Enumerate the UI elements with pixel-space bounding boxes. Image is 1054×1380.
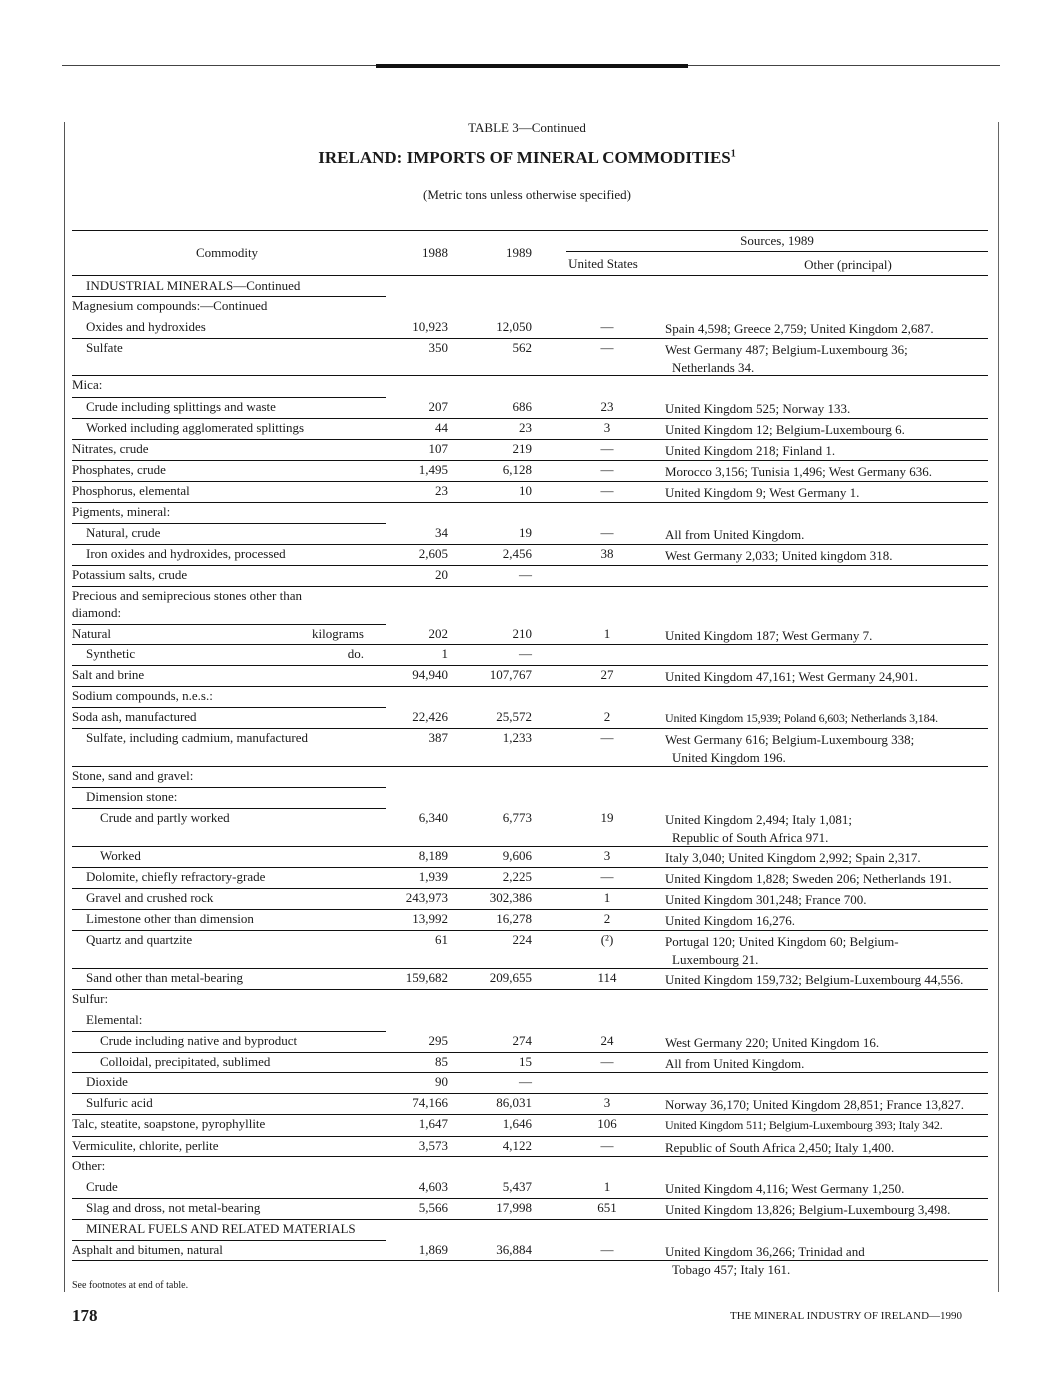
row-rule-right bbox=[386, 1052, 988, 1053]
value-other: West Germany 616; Belgium-Luxembourg 338; bbox=[665, 732, 915, 747]
col-sources-header: Sources, 1989 bbox=[740, 233, 814, 248]
value-us: 3 bbox=[603, 1095, 611, 1110]
row-rule-right bbox=[386, 930, 988, 931]
value-other: United Kingdom 15,939; Poland 6,603; Netherlands 3,184. bbox=[665, 711, 938, 725]
row-rule-right bbox=[386, 1114, 988, 1115]
value-1989: 9,606 bbox=[502, 848, 532, 863]
row-label: Crude and partly worked bbox=[100, 810, 230, 825]
row-label: Phosphorus, elemental bbox=[72, 483, 190, 498]
value-us: — bbox=[600, 1054, 614, 1069]
value-1989: 686 bbox=[512, 399, 532, 414]
row-label: Vermiculite, chlorite, perlite bbox=[72, 1138, 219, 1153]
value-us: 1 bbox=[603, 626, 611, 641]
value-other: United Kingdom 525; Norway 133. bbox=[665, 401, 851, 416]
value-1989: 224 bbox=[512, 932, 532, 947]
row-rule-right bbox=[386, 375, 988, 376]
value-1988: 1,495 bbox=[418, 462, 448, 477]
value-us: — bbox=[600, 869, 614, 884]
row-label: Worked including agglomerated splittings bbox=[86, 420, 305, 435]
row-rule-right bbox=[386, 502, 988, 503]
row-rule-left bbox=[72, 523, 386, 524]
row-rule-left bbox=[72, 1240, 386, 1241]
units-note: (Metric tons unless otherwise specified) bbox=[423, 187, 631, 202]
value-other: All from United Kingdom. bbox=[665, 1056, 805, 1071]
col-1989-header: 1989 bbox=[506, 245, 532, 260]
value-other: Portugal 120; United Kingdom 60; Belgium- bbox=[665, 934, 899, 949]
value-1988: 202 bbox=[428, 626, 448, 641]
row-label: Natural, crude bbox=[86, 525, 161, 540]
row-rule-left bbox=[72, 338, 386, 339]
row-rule-right bbox=[386, 1198, 988, 1199]
row-label: Worked bbox=[100, 848, 141, 863]
row-rule-left bbox=[72, 665, 386, 666]
row-label: Potassium salts, crude bbox=[72, 567, 188, 582]
row-label: Dioxide bbox=[86, 1074, 128, 1089]
row-rule-left bbox=[72, 624, 386, 625]
value-us: — bbox=[600, 525, 614, 540]
value-1989: 2,225 bbox=[502, 869, 532, 884]
value-other-cont: Luxembourg 21. bbox=[672, 952, 759, 967]
row-rule-left bbox=[72, 1031, 386, 1032]
value-other: United Kingdom 4,116; West Germany 1,250. bbox=[665, 1181, 905, 1196]
value-other: United Kingdom 187; West Germany 7. bbox=[665, 628, 873, 643]
value-1988: 34 bbox=[435, 525, 448, 540]
value-1988: 5,566 bbox=[418, 1200, 448, 1215]
row-rule-right bbox=[386, 565, 988, 566]
value-1988: 22,426 bbox=[412, 709, 448, 724]
row-rule-left bbox=[72, 439, 386, 440]
value-1989: — bbox=[519, 1074, 532, 1089]
value-1989: — bbox=[519, 646, 532, 661]
value-1988: 107 bbox=[428, 441, 448, 456]
row-rule-right bbox=[386, 989, 988, 990]
value-other: United Kingdom 2,494; Italy 1,081; bbox=[665, 812, 853, 827]
value-us: 1 bbox=[603, 1179, 611, 1194]
row-label: Phosphates, crude bbox=[72, 462, 166, 477]
value-1989: 1,646 bbox=[502, 1116, 532, 1131]
value-1988: 1 bbox=[441, 646, 448, 661]
col-commodity-header: Commodity bbox=[195, 245, 259, 260]
row-rule-left bbox=[72, 644, 386, 645]
top-rule-bar bbox=[376, 64, 688, 68]
value-1989: 209,655 bbox=[489, 970, 532, 985]
row-label: Soda ash, manufactured bbox=[72, 709, 197, 724]
value-us: 27 bbox=[600, 667, 614, 682]
row-label: Sulfate bbox=[86, 340, 123, 355]
row-label: Nitrates, crude bbox=[72, 441, 149, 456]
running-footer: THE MINERAL INDUSTRY OF IRELAND—1990 bbox=[730, 1310, 963, 1322]
row-rule-right bbox=[386, 1093, 988, 1094]
row-rule-left bbox=[72, 1052, 386, 1053]
value-other-cont: Republic of South Africa 971. bbox=[672, 830, 829, 845]
value-1989: — bbox=[519, 567, 532, 582]
row-rule-right bbox=[386, 846, 988, 847]
value-1988: 8,189 bbox=[418, 848, 448, 863]
value-1989: 25,572 bbox=[496, 709, 532, 724]
value-us: — bbox=[600, 1138, 614, 1153]
value-us: — bbox=[600, 1242, 614, 1257]
row-rule-right bbox=[386, 586, 988, 587]
row-rule-right bbox=[386, 686, 988, 687]
row-rule-left bbox=[72, 397, 386, 398]
row-rule-left bbox=[72, 565, 386, 566]
row-label: Sulfate, including cadmium, manufactured bbox=[86, 730, 309, 745]
value-1989: 1,233 bbox=[502, 730, 532, 745]
value-other-cont: Tobago 457; Italy 161. bbox=[672, 1262, 791, 1277]
value-1988: 6,340 bbox=[418, 810, 448, 825]
row-label: Iron oxides and hydroxides, processed bbox=[86, 546, 286, 561]
sources-rule bbox=[566, 251, 988, 252]
value-us: 106 bbox=[597, 1116, 617, 1131]
row-rule-right bbox=[386, 968, 988, 969]
value-1989: 210 bbox=[512, 626, 532, 641]
value-1989: 6,128 bbox=[502, 462, 532, 477]
value-1989: 6,773 bbox=[502, 810, 532, 825]
row-label: Slag and dross, not metal-bearing bbox=[86, 1200, 261, 1215]
row-rule-right bbox=[386, 644, 988, 645]
row-rule-left bbox=[72, 586, 386, 587]
row-rule-left bbox=[72, 1072, 386, 1073]
left-margin-rule bbox=[64, 122, 65, 1292]
row-rule-left bbox=[72, 1136, 386, 1137]
row-rule-left bbox=[72, 1198, 386, 1199]
row-rule-left bbox=[72, 1260, 386, 1261]
value-us: — bbox=[600, 441, 614, 456]
page-number: 178 bbox=[72, 1306, 98, 1325]
value-us: 23 bbox=[600, 399, 614, 414]
row-rule-left bbox=[72, 544, 386, 545]
value-us: 2 bbox=[603, 911, 611, 926]
value-us: 1 bbox=[603, 890, 611, 905]
table-title-text: IRELAND: IMPORTS OF MINERAL COMMODITIES bbox=[318, 148, 731, 167]
col-other-header: Other (principal) bbox=[804, 257, 892, 272]
row-rule-right bbox=[386, 439, 988, 440]
value-other: United Kingdom 511; Belgium-Luxembourg 393; Italy 342. bbox=[665, 1118, 943, 1132]
value-us: (²) bbox=[600, 932, 614, 947]
value-1988: 90 bbox=[435, 1074, 448, 1089]
row-rule-right bbox=[386, 1156, 988, 1157]
value-other: All from United Kingdom. bbox=[665, 527, 805, 542]
value-other: United Kingdom 13,826; Belgium-Luxembourg 3,498. bbox=[665, 1202, 951, 1217]
row-label: Oxides and hydroxides bbox=[86, 319, 206, 334]
value-us: 651 bbox=[597, 1200, 617, 1215]
value-1988: 207 bbox=[428, 399, 448, 414]
value-us: — bbox=[600, 462, 614, 477]
row-rule-left bbox=[72, 1093, 386, 1094]
row-label: Magnesium compounds:—Continued bbox=[72, 298, 268, 313]
value-1988: 1,869 bbox=[418, 1242, 448, 1257]
value-1988: 1,647 bbox=[418, 1116, 448, 1131]
value-1989: 219 bbox=[512, 441, 532, 456]
header-top-rule bbox=[72, 230, 988, 231]
value-1989: 562 bbox=[512, 340, 532, 355]
row-rule-left bbox=[72, 846, 386, 847]
value-other: United Kingdom 1,828; Sweden 206; Netherlands 191. bbox=[665, 871, 952, 886]
row-rule-left bbox=[72, 418, 386, 419]
row-label: Asphalt and bitumen, natural bbox=[72, 1242, 223, 1257]
row-label: Salt and brine bbox=[72, 667, 145, 682]
row-label: Sand other than metal-bearing bbox=[86, 970, 244, 985]
row-label: Crude bbox=[86, 1179, 118, 1194]
value-1988: 10,923 bbox=[412, 319, 448, 334]
table-title bbox=[0, 148, 1054, 168]
row-rule-left bbox=[72, 1219, 386, 1220]
title-footnote-marker: 1 bbox=[730, 148, 736, 160]
row-rule-left bbox=[72, 867, 386, 868]
value-1988: 159,682 bbox=[405, 970, 448, 985]
row-rule-left bbox=[72, 1156, 386, 1157]
row-label: Colloidal, precipitated, sublimed bbox=[100, 1054, 271, 1069]
value-other: United Kingdom 218; Finland 1. bbox=[665, 443, 836, 458]
value-other-cont: Netherlands 34. bbox=[672, 360, 755, 375]
value-us: 38 bbox=[600, 546, 614, 561]
value-1989: 2,456 bbox=[502, 546, 532, 561]
row-label: MINERAL FUELS AND RELATED MATERIALS bbox=[86, 1221, 356, 1236]
row-rule-left bbox=[72, 686, 386, 687]
row-rule-left bbox=[72, 968, 386, 969]
value-1988: 85 bbox=[435, 1054, 448, 1069]
value-1989: 302,386 bbox=[489, 890, 532, 905]
row-rule-right bbox=[386, 544, 988, 545]
row-label: Sulfuric acid bbox=[86, 1095, 153, 1110]
value-1988: 1,939 bbox=[418, 869, 448, 884]
value-1989: 15 bbox=[519, 1054, 532, 1069]
value-us: 24 bbox=[600, 1033, 614, 1048]
value-1988: 243,973 bbox=[405, 890, 448, 905]
value-us: 2 bbox=[603, 709, 611, 724]
row-rule-right bbox=[386, 1072, 988, 1073]
row-unit: kilograms bbox=[312, 626, 364, 641]
row-rule-left bbox=[72, 728, 386, 729]
row-rule-right bbox=[386, 728, 988, 729]
value-other: United Kingdom 47,161; West Germany 24,901. bbox=[665, 669, 918, 684]
col-1988-header: 1988 bbox=[422, 245, 448, 260]
value-1988: 350 bbox=[428, 340, 448, 355]
value-other: United Kingdom 12; Belgium-Luxembourg 6. bbox=[665, 422, 905, 437]
value-1988: 387 bbox=[428, 730, 448, 745]
value-other: United Kingdom 16,276. bbox=[665, 913, 795, 928]
value-1989: 5,437 bbox=[502, 1179, 532, 1194]
value-1988: 74,166 bbox=[412, 1095, 448, 1110]
row-label: Quartz and quartzite bbox=[86, 932, 193, 947]
row-rule-left bbox=[72, 1114, 386, 1115]
value-1988: 3,573 bbox=[418, 1138, 448, 1153]
value-other: Italy 3,040; United Kingdom 2,992; Spain 2,317. bbox=[665, 850, 921, 865]
row-rule-right bbox=[386, 418, 988, 419]
row-label: Natural bbox=[72, 626, 111, 641]
value-1989: 23 bbox=[519, 420, 532, 435]
row-rule-left bbox=[72, 296, 386, 297]
value-other: United Kingdom 9; West Germany 1. bbox=[665, 485, 860, 500]
header-bottom-rule bbox=[72, 275, 988, 276]
value-1989: 12,050 bbox=[496, 319, 532, 334]
row-rule-right bbox=[386, 460, 988, 461]
row-label: Talc, steatite, soapstone, pyrophyllite bbox=[72, 1116, 266, 1131]
value-1989: 19 bbox=[519, 525, 532, 540]
value-other: Morocco 3,156; Tunisia 1,496; West Germany 636. bbox=[665, 464, 933, 479]
value-1988: 20 bbox=[435, 567, 448, 582]
row-label: Dolomite, chiefly refractory-grade bbox=[86, 869, 266, 884]
row-rule-left bbox=[72, 930, 386, 931]
row-rule-left bbox=[72, 909, 386, 910]
row-rule-left bbox=[72, 707, 386, 708]
value-1989: 10 bbox=[519, 483, 532, 498]
value-1988: 295 bbox=[428, 1033, 448, 1048]
value-other: Republic of South Africa 2,450; Italy 1,400. bbox=[665, 1140, 895, 1155]
value-1989: 274 bbox=[512, 1033, 532, 1048]
value-other-cont: United Kingdom 196. bbox=[672, 750, 786, 765]
value-1988: 44 bbox=[435, 420, 448, 435]
value-1988: 4,603 bbox=[418, 1179, 448, 1194]
row-label: Pigments, mineral: bbox=[72, 504, 171, 519]
value-us: — bbox=[600, 730, 614, 745]
row-label: Precious and semiprecious stones other than bbox=[72, 588, 302, 603]
row-label: Mica: bbox=[72, 377, 103, 392]
value-us: 3 bbox=[603, 420, 611, 435]
row-rule-right bbox=[386, 481, 988, 482]
value-us: 19 bbox=[600, 810, 614, 825]
row-rule-right bbox=[386, 867, 988, 868]
value-us: — bbox=[600, 340, 614, 355]
value-other: Norway 36,170; United Kingdom 28,851; France 13,827. bbox=[665, 1097, 964, 1112]
value-1988: 2,605 bbox=[418, 546, 448, 561]
row-rule-left bbox=[72, 481, 386, 482]
row-rule-left bbox=[72, 808, 386, 809]
row-rule-right bbox=[386, 665, 988, 666]
right-margin-rule bbox=[998, 122, 999, 1292]
value-1989: 107,767 bbox=[489, 667, 532, 682]
row-rule-left bbox=[72, 888, 386, 889]
value-1989: 16,278 bbox=[496, 911, 532, 926]
value-other: United Kingdom 36,266; Trinidad and bbox=[665, 1244, 865, 1259]
row-label: Synthetic bbox=[86, 646, 136, 661]
value-1989: 36,884 bbox=[496, 1242, 532, 1257]
col-us-header: United States bbox=[568, 256, 638, 271]
row-label: Sodium compounds, n.e.s.: bbox=[72, 688, 213, 703]
row-rule-left bbox=[72, 375, 386, 376]
row-rule-left bbox=[72, 989, 386, 990]
row-label: Crude including splittings and waste bbox=[86, 399, 276, 414]
value-1989: 17,998 bbox=[496, 1200, 532, 1215]
value-1988: 13,992 bbox=[412, 911, 448, 926]
row-rule-left bbox=[72, 766, 386, 767]
row-rule-left bbox=[72, 787, 386, 788]
row-rule-right bbox=[386, 1136, 988, 1137]
row-rule-left bbox=[72, 502, 386, 503]
row-label: Stone, sand and gravel: bbox=[72, 768, 194, 783]
row-label: Dimension stone: bbox=[86, 789, 178, 804]
row-label: Gravel and crushed rock bbox=[86, 890, 214, 905]
row-unit: do. bbox=[347, 646, 364, 661]
value-other: West Germany 487; Belgium-Luxembourg 36; bbox=[665, 342, 908, 357]
row-rule-right bbox=[386, 888, 988, 889]
value-us: 3 bbox=[603, 848, 611, 863]
row-rule-right bbox=[386, 338, 988, 339]
value-other: United Kingdom 301,248; France 700. bbox=[665, 892, 867, 907]
value-other: West Germany 2,033; United kingdom 318. bbox=[665, 548, 893, 563]
value-1989: 4,122 bbox=[502, 1138, 532, 1153]
row-rule-right bbox=[386, 1260, 988, 1261]
value-1989: 86,031 bbox=[496, 1095, 532, 1110]
row-label: INDUSTRIAL MINERALS—Continued bbox=[86, 278, 301, 293]
value-1988: 61 bbox=[435, 932, 448, 947]
value-us: — bbox=[600, 483, 614, 498]
row-label: Elemental: bbox=[86, 1012, 143, 1027]
value-other: West Germany 220; United Kingdom 16. bbox=[665, 1035, 880, 1050]
row-label: Other: bbox=[72, 1158, 106, 1173]
row-rule-left bbox=[72, 460, 386, 461]
footnote: See footnotes at end of table. bbox=[72, 1280, 189, 1291]
row-label-cont: diamond: bbox=[72, 605, 122, 620]
value-other: United Kingdom 159,732; Belgium-Luxembourg 44,556. bbox=[665, 972, 964, 987]
row-rule-right bbox=[386, 909, 988, 910]
value-us: — bbox=[600, 319, 614, 334]
value-1988: 23 bbox=[435, 483, 448, 498]
row-label: Crude including native and byproduct bbox=[100, 1033, 298, 1048]
row-label: Limestone other than dimension bbox=[86, 911, 254, 926]
value-1988: 94,940 bbox=[412, 667, 448, 682]
row-rule-right bbox=[386, 1219, 988, 1220]
value-other: Spain 4,598; Greece 2,759; United Kingdom 2,687. bbox=[665, 321, 934, 336]
row-rule-right bbox=[386, 766, 988, 767]
value-us: 114 bbox=[597, 970, 617, 985]
row-label: Sulfur: bbox=[72, 991, 109, 1006]
table-label: TABLE 3—Continued bbox=[468, 120, 586, 135]
